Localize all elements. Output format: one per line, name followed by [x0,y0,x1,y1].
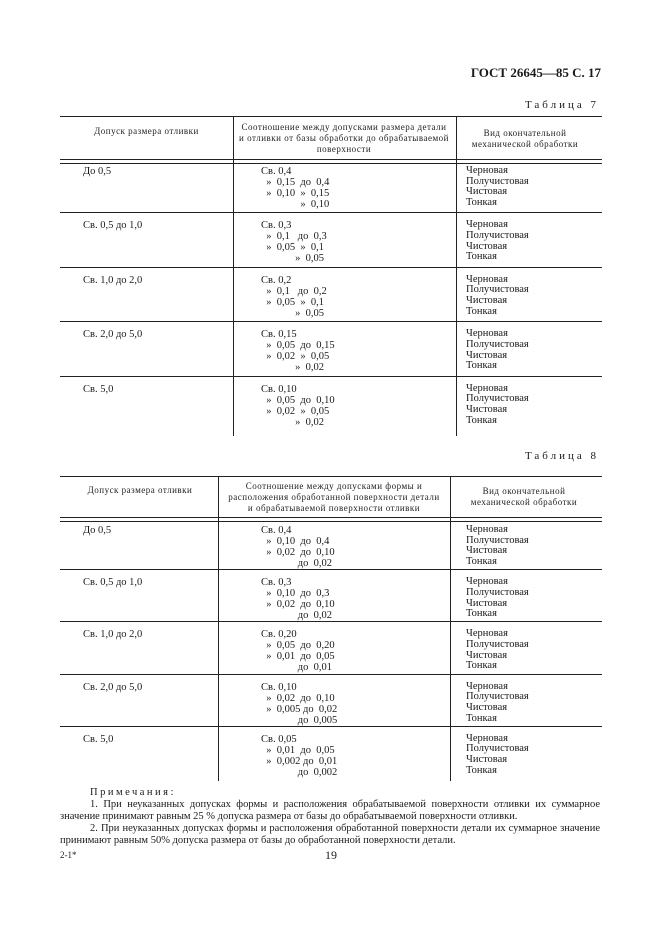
table7-cell-size: Св. 0,5 до 1,0 [83,220,143,232]
table7-cell-kind [466,329,529,372]
table8-cell-kind [466,525,529,568]
ratio-line: до 0,002 [261,766,338,778]
table7-cell-kind [466,275,529,318]
ratio-line: » 0,01 до 0,05 [261,651,335,663]
table7-row-divider [60,376,602,377]
kind-line: Чистовая [466,754,508,766]
kind-line: Получистовая [466,393,529,405]
kind-line: Черновая [466,576,508,588]
kind-line: Черновая [466,219,508,231]
ratio-line: до 0,02 [261,610,332,622]
table8-cell-kind [466,577,529,620]
table7-col-divider-2 [456,116,457,436]
ratio-line: » 0,10 до 0,4 [261,536,330,547]
signature-mark: 2-1* [60,850,77,860]
table8-header-kind: Вид окончательной механической обработки [470,486,578,507]
kind-line: Тонкая [466,414,497,426]
ratio-line: » 0,05 до 0,20 [261,640,335,652]
table8-row-divider [60,621,602,622]
kind-line: Получистовая [466,284,529,296]
table7-cell-ratio [261,275,327,319]
kind-line: Тонкая [466,608,497,620]
kind-line: Черновая [466,524,508,535]
kind-line: Чистовая [466,597,508,609]
table7-cell-ratio [261,166,329,210]
table8-row-divider [60,674,602,675]
ratio-line: » 0,02 [261,416,324,428]
kind-line: Черновая [466,273,508,285]
table8-cell-kind [466,629,529,672]
ratio-line: Св. 0,15 [261,329,297,341]
kind-line: Тонкая [466,251,497,263]
table7-col-divider-1 [233,116,234,436]
table8-header-border [60,517,602,522]
table8-row-divider [60,569,602,570]
ratio-line: » 0,05 [261,253,324,265]
ratio-line: » 0,1 до 0,3 [261,231,327,243]
kind-line: Получистовая [466,175,529,187]
table7-header-kind: Вид окончательной механической обработки [471,128,579,149]
table7-cell-size: До 0,5 [83,166,112,177]
table8-cell-ratio [261,734,337,778]
kind-line: Получистовая [466,230,529,242]
table8-cell-kind [466,734,529,777]
note-item-2: 2. При неуказанных допусках формы и расположения обработанной поверхности детали их суммарное значение принимают равным 50% допуска размера от базы до обработанной поверхности детали. [60,823,600,846]
table8-cell-ratio [261,682,337,726]
ratio-line: Св. 0,10 [261,681,297,693]
kind-line: Черновая [466,732,508,744]
ratio-line: до 0,02 [261,558,332,569]
kind-line: Получистовая [466,639,529,651]
ratio-line: Св. 0,4 [261,166,292,177]
ratio-line: » 0,002 до 0,01 [261,755,338,767]
table7-caption: Таблица 7 [524,99,599,111]
kind-line: Получистовая [466,743,529,755]
table8-cell-size: Св. 0,5 до 1,0 [83,577,143,589]
ratio-line: » 0,15 до 0,4 [261,177,330,188]
kind-line: Тонкая [466,360,497,372]
kind-line: Черновая [466,628,508,640]
kind-line: Получистовая [466,338,529,350]
ratio-line: » 0,05 [261,307,324,319]
ratio-line: » 0,05 до 0,15 [261,340,335,352]
table7-cell-ratio [261,220,327,264]
ratio-line: Св. 0,20 [261,629,297,641]
table8-cell-ratio [261,525,335,569]
ratio-line: » 0,10 [261,199,330,210]
table8-caption: Таблица 8 [524,450,599,462]
kind-line: Чистовая [466,186,508,198]
kind-line: Получистовая [466,586,529,598]
kind-line: Тонкая [466,660,497,672]
ratio-line: » 0,05 » 0,1 [261,242,324,254]
kind-line: Чистовая [466,545,508,557]
table7-cell-size: Св. 5,0 [83,383,114,395]
notes-block [60,787,600,847]
ratio-line: » 0,01 до 0,05 [261,744,335,756]
table8-cell-size: Св. 1,0 до 2,0 [83,629,143,641]
kind-line: Тонкая [466,764,497,776]
kind-line: Тонкая [466,305,497,317]
ratio-line: » 0,10 до 0,3 [261,588,330,600]
kind-line: Черновая [466,382,508,394]
ratio-line: » 0,02 до 0,10 [261,547,335,558]
ratio-line: » 0,05 до 0,10 [261,394,335,406]
ratio-line: » 0,02 » 0,05 [261,351,330,363]
kind-line: Черновая [466,165,508,176]
table7-cell-kind [466,384,529,427]
table7-cell-kind [466,166,529,209]
table7-cell-size: Св. 1,0 до 2,0 [83,274,143,286]
table7-top-border [60,116,602,117]
ratio-line: » 0,005 до 0,02 [261,703,338,715]
ratio-line: Св. 0,05 [261,733,297,745]
kind-line: Чистовая [466,701,508,713]
notes-title: Примечания: [90,787,176,798]
kind-line: Тонкая [466,556,497,568]
table7-header-size: Допуск размера отливки [94,126,199,136]
kind-line: Чистовая [466,403,508,415]
table8-cell-ratio [261,577,335,621]
table7-cell-ratio [261,329,335,373]
table7-header-border [60,159,602,164]
kind-line: Чистовая [466,240,508,252]
kind-line: Чистовая [466,295,508,307]
kind-line: Чистовая [466,349,508,361]
table7-cell-ratio [261,384,335,428]
kind-line: Черновая [466,680,508,692]
ratio-line: Св. 0,3 [261,577,292,589]
kind-line: Получистовая [466,691,529,703]
table8-cell-size: До 0,5 [83,525,112,536]
ratio-line: » 0,10 » 0,15 [261,188,330,199]
ratio-line: до 0,01 [261,662,332,674]
table7-cell-size: Св. 2,0 до 5,0 [83,329,143,341]
ratio-line: » 0,02 до 0,10 [261,599,335,611]
table8-header-ratio: Соотношение между допусками формы и расположения обработанной поверхности детали и обрабатываемой поверхности отливки [228,481,440,513]
kind-line: Получистовая [466,534,529,546]
table8-header-size: Допуск размера отливки [87,485,193,495]
note-item-1: 1. При неуказанных допусках формы и расположения обрабатываемой поверхности отливки их суммарное значение принимают равным 25 % допуска размера от базы до обрабатываемой поверхности отливки. [60,799,600,822]
table7-row-divider [60,321,602,322]
table8-cell-size: Св. 2,0 до 5,0 [83,681,143,693]
ratio-line: » 0,02 до 0,10 [261,692,335,704]
table8-cell-kind [466,682,529,725]
page-header: ГОСТ 26645—85 С. 17 [470,65,601,80]
kind-line: Тонкая [466,197,497,209]
ratio-line: Св. 0,4 [261,525,292,536]
ratio-line: » 0,05 » 0,1 [261,296,324,308]
kind-line: Тонкая [466,712,497,724]
table7-row-divider [60,267,602,268]
table8-row-divider [60,726,602,727]
kind-line: Чистовая [466,649,508,661]
ratio-line: Св. 0,10 [261,383,297,395]
ratio-line: Св. 0,2 [261,274,292,286]
table8-cell-size: Св. 5,0 [83,733,114,745]
table8-cell-ratio [261,629,335,673]
ratio-line: » 0,1 до 0,2 [261,285,327,297]
table7-header-ratio: Соотношение между допусками размера детали и отливки от базы обработки до обрабатываемой поверхности [239,122,449,154]
ratio-line: » 0,02 [261,362,324,374]
page-number: 19 [325,848,337,862]
table7-row-divider [60,212,602,213]
ratio-line: до 0,005 [261,714,338,726]
table8-top-border [60,476,602,477]
ratio-line: Св. 0,3 [261,220,292,232]
ratio-line: » 0,02 » 0,05 [261,405,330,417]
table7-cell-kind [466,220,529,263]
kind-line: Черновая [466,328,508,340]
